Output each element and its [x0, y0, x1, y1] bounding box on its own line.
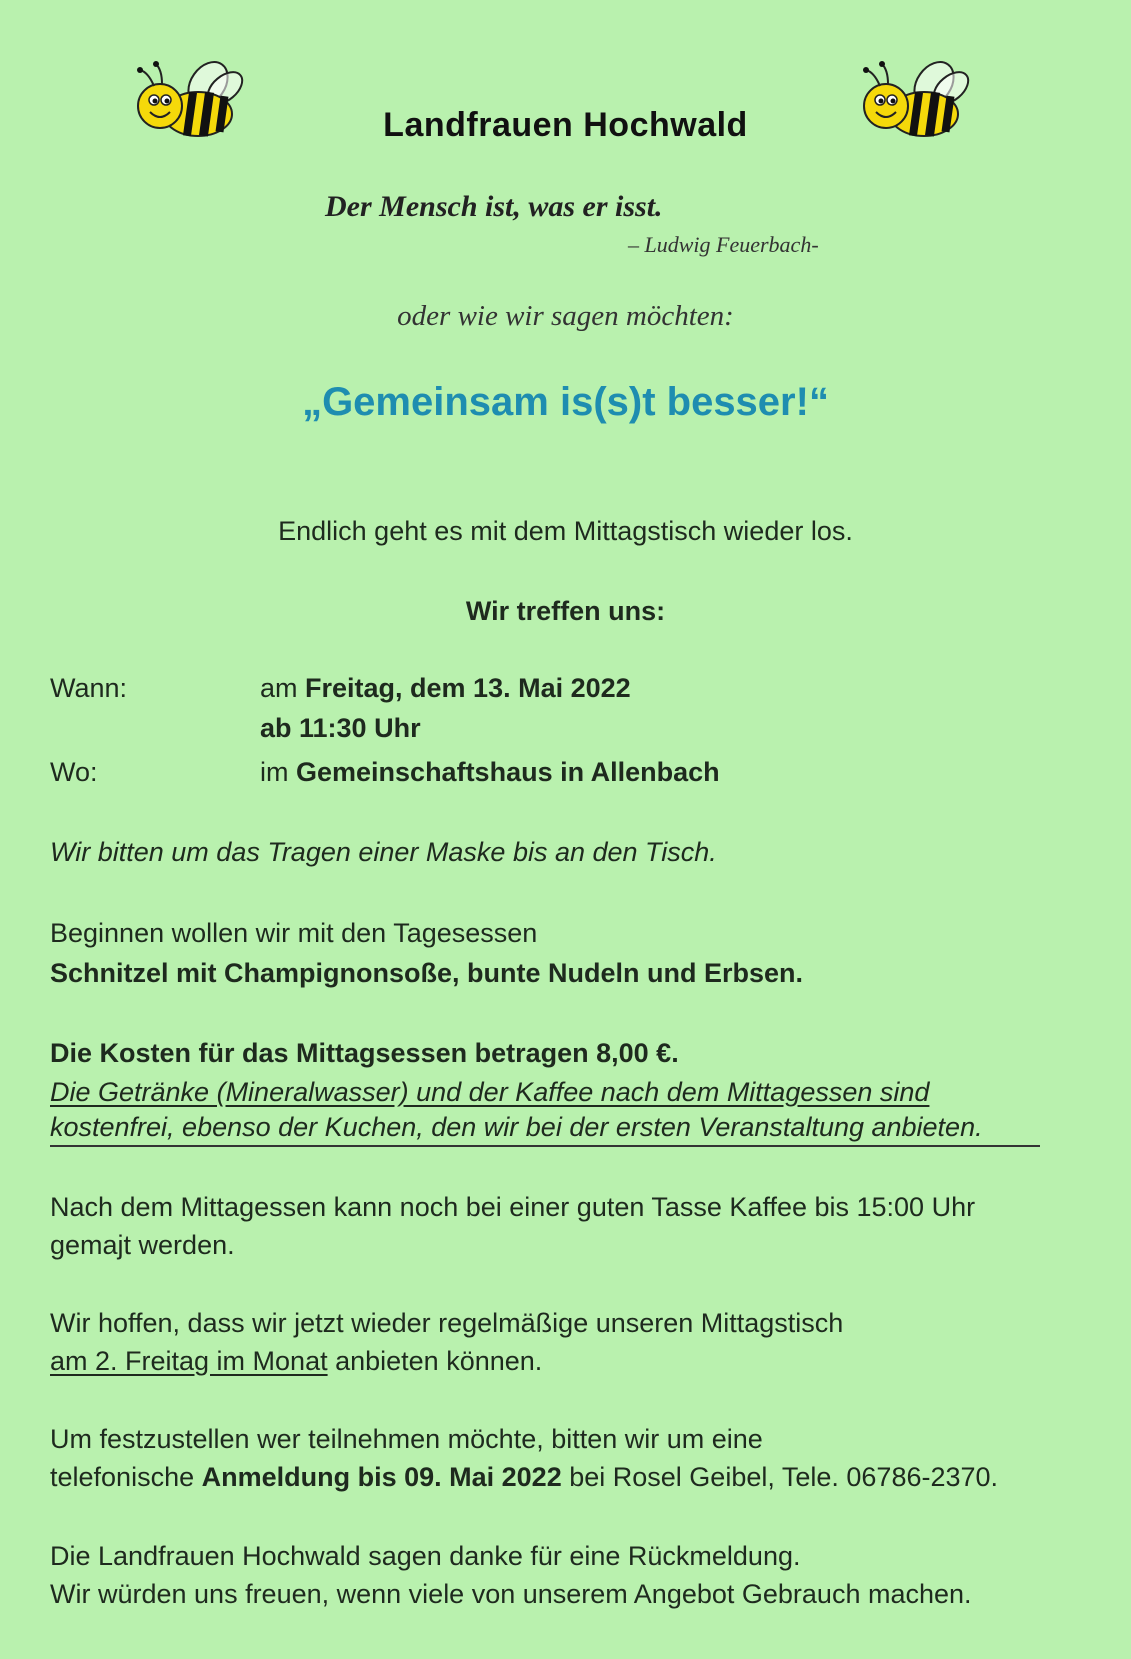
after-lunch-line-1: Nach dem Mittagessen kann noch bei einer guten Tasse Kaffee bis 15:00 Uhr: [50, 1192, 976, 1222]
where-prefix: im: [260, 757, 296, 787]
announcement: Endlich geht es mit dem Mittagstisch wieder los.: [278, 516, 853, 546]
registration-deadline: Anmeldung bis 09. Mai 2022: [201, 1462, 562, 1492]
after-lunch-line-2: gemajt werden.: [50, 1230, 235, 1260]
quote-author: – Ludwig Feuerbach-: [628, 232, 819, 257]
meeting-heading: Wir treffen uns:: [465, 596, 666, 626]
meal-description: Schnitzel mit Champignonsoße, bunte Nudeln und Erbsen.: [50, 958, 804, 988]
when-value: [260, 673, 631, 704]
cost-line: Die Kosten für das Mittagsessen betragen 8,00 €.: [50, 1038, 679, 1068]
reg-contact: bei Rosel Geibel, Tele. 06786-2370.: [561, 1462, 999, 1492]
when-time: ab 11:30 Uhr: [260, 713, 421, 743]
where-place: Gemeinschaftshaus in Allenbach: [296, 757, 720, 787]
quote: Der Mensch ist, was er isst.: [325, 190, 663, 223]
free-items-line-1: Die Getränke (Mineralwasser) und der Kaffee nach dem Mittagessen sind: [50, 1077, 930, 1107]
schedule-underlined: am 2. Freitag im Monat: [50, 1346, 328, 1376]
when-label: Wann:: [50, 673, 128, 703]
where-value: [260, 757, 720, 788]
underline-rule: [50, 1145, 1040, 1147]
thanks-line-1: Die Landfrauen Hochwald sagen danke für eine Rückmeldung.: [50, 1541, 801, 1571]
mask-note: Wir bitten um das Tragen einer Maske bis an den Tisch.: [50, 837, 717, 867]
intro-line: oder wie wir sagen möchten:: [397, 300, 734, 332]
thanks-line-2: Wir würden uns freuen, wenn viele von unserem Angebot Gebrauch machen.: [50, 1579, 972, 1609]
reg-prefix: telefonische: [50, 1462, 202, 1492]
meal-intro: Beginnen wollen wir mit den Tagesessen: [50, 918, 538, 948]
free-items-line-2: kostenfrei, ebenso der Kuchen, den wir bei der ersten Veranstaltung anbieten.: [50, 1112, 983, 1142]
registration-line-1: Um festzustellen wer teilnehmen möchte, bitten wir um eine: [50, 1424, 763, 1454]
hope-rest: anbieten können.: [327, 1346, 543, 1376]
when-date: Freitag, dem 13. Mai 2022: [305, 673, 631, 703]
motto: „Gemeinsam is(s)t besser!“: [302, 380, 829, 424]
hope-line-1: Wir hoffen, dass wir jetzt wieder regelmäßige unseren Mittagstisch: [50, 1308, 844, 1338]
page-title: Landfrauen Hochwald: [383, 106, 748, 144]
when-prefix: am: [260, 673, 306, 703]
where-label: Wo:: [50, 757, 98, 787]
hope-line-2: [50, 1342, 542, 1380]
registration-line-2: [50, 1458, 998, 1496]
